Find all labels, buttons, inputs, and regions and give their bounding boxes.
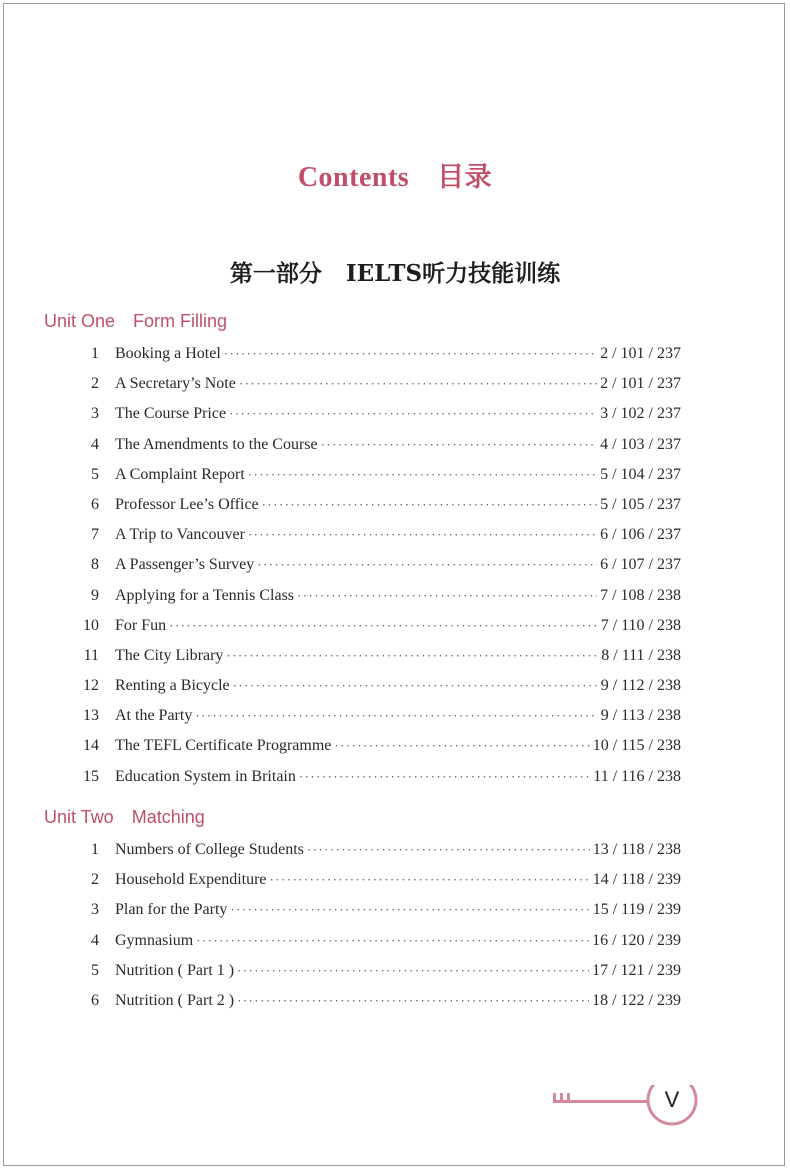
toc-entry-number: 5 [91, 961, 99, 979]
toc-entry-pages: 17 / 121 / 239 [592, 961, 681, 979]
toc-entry-title: Gymnasium [115, 931, 194, 949]
toc-entry-pages: 8 / 111 / 238 [601, 646, 681, 664]
toc-entry-title: Applying for a Tennis Class [115, 586, 295, 604]
page-title-en: Contents [297, 162, 410, 193]
toc-entry-number: 12 [83, 677, 99, 695]
toc-entry [75, 841, 681, 871]
toc-entry-title: Renting a Bicycle [115, 677, 230, 695]
toc-entry-pages: 7 / 108 / 238 [600, 586, 681, 604]
toc-list-unit-one [75, 345, 681, 798]
toc-dot-leader [321, 437, 597, 453]
toc-entry-pages: 15 / 119 / 239 [592, 901, 681, 919]
toc-entry-title: Education System in Britain [115, 767, 296, 785]
toc-entry-title: A Secretary’s Note [115, 375, 236, 393]
toc-entry-number: 5 [91, 465, 99, 483]
toc-dot-leader [248, 467, 597, 483]
page-title-cn: 目录 [437, 162, 493, 193]
toc-entry-pages: 14 / 118 / 239 [592, 871, 681, 889]
toc-entry-pages: 7 / 110 / 238 [600, 616, 681, 634]
toc-entry-number: 10 [83, 616, 99, 634]
toc-entry-number: 1 [91, 841, 99, 858]
toc-entry-title: A Passenger’s Survey [115, 556, 255, 574]
toc-entry [75, 466, 681, 496]
toc-entry-pages: 18 / 122 / 239 [592, 991, 681, 1009]
toc-entry-pages: 9 / 112 / 238 [600, 677, 681, 695]
toc-entry-pages: 6 / 106 / 237 [600, 526, 681, 544]
toc-entry [75, 405, 681, 435]
toc-entry [75, 871, 681, 901]
toc-entry [75, 992, 681, 1022]
toc-list-unit-two [75, 841, 681, 1022]
toc-entry [75, 345, 681, 375]
toc-entry-pages: 9 / 113 / 238 [600, 707, 681, 725]
toc-entry-pages: 5 / 105 / 237 [600, 495, 681, 513]
toc-entry-title: A Trip to Vancouver [115, 526, 245, 544]
toc-dot-leader [230, 902, 589, 918]
page-number: V [664, 1087, 680, 1112]
toc-entry-number: 2 [91, 375, 99, 393]
toc-entry-title: The TEFL Certificate Programme [115, 737, 332, 755]
toc-entry-number: 11 [83, 646, 99, 664]
toc-dot-leader [233, 678, 598, 694]
toc-entry [75, 556, 681, 586]
toc-entry [75, 962, 681, 992]
toc-entry [75, 496, 681, 526]
toc-entry-pages: 11 / 116 / 238 [593, 767, 681, 785]
toc-entry-title: Household Expenditure [115, 871, 267, 889]
toc-entry-title: The City Library [115, 646, 224, 664]
toc-entry-title: The Amendments to the Course [115, 435, 318, 453]
toc-dot-leader [226, 648, 598, 664]
toc-entry-number: 4 [91, 435, 99, 453]
toc-entry [75, 647, 681, 677]
toc-entry-number: 7 [91, 526, 99, 544]
toc-entry-number: 2 [91, 871, 99, 889]
unit-heading-one [44, 311, 227, 332]
unit-name: Unit One [44, 311, 116, 331]
unit-heading-two [44, 807, 205, 828]
toc-entry-number: 6 [91, 991, 99, 1009]
toc-dot-leader [169, 618, 598, 634]
toc-entry-number: 14 [83, 737, 99, 755]
toc-entry [75, 707, 681, 737]
toc-dot-leader [307, 842, 590, 858]
toc-dot-leader [237, 963, 589, 979]
toc-entry [75, 375, 681, 405]
toc-entry [75, 677, 681, 707]
page-title [0, 155, 790, 194]
toc-dot-leader [239, 376, 597, 392]
toc-entry-pages: 4 / 103 / 237 [600, 435, 681, 453]
toc-entry-pages: 2 / 101 / 237 [600, 345, 681, 362]
toc-entry-number: 3 [91, 901, 99, 919]
toc-entry-number: 6 [91, 495, 99, 513]
unit-topic: Form Filling [133, 311, 228, 331]
toc-entry-title: For Fun [115, 616, 167, 634]
toc-entry-title: Plan for the Party [115, 901, 228, 919]
toc-entry-title: The Course Price [115, 405, 227, 423]
toc-entry [75, 768, 681, 798]
toc-dot-leader [334, 738, 589, 754]
toc-entry-number: 1 [91, 345, 99, 362]
toc-dot-leader [262, 497, 597, 513]
toc-entry [75, 901, 681, 931]
toc-entry-number: 8 [91, 556, 99, 574]
toc-entry-pages: 16 / 120 / 239 [592, 931, 681, 949]
toc-entry [75, 587, 681, 617]
toc-dot-leader [248, 527, 597, 543]
toc-entry [75, 436, 681, 466]
toc-entry-number: 4 [91, 931, 99, 949]
toc-entry [75, 737, 681, 767]
toc-dot-leader [237, 993, 589, 1009]
toc-entry-pages: 3 / 102 / 237 [600, 405, 681, 423]
toc-entry-number: 9 [91, 586, 99, 604]
toc-entry-title: A Complaint Report [115, 465, 245, 483]
toc-entry-title: Nutrition ( Part 1 ) [115, 961, 235, 979]
toc-dot-leader [196, 933, 589, 949]
toc-entry-title: Nutrition ( Part 2 ) [115, 991, 235, 1009]
toc-entry-pages: 6 / 107 / 237 [600, 556, 681, 574]
toc-dot-leader [195, 708, 597, 724]
toc-entry [75, 932, 681, 962]
unit-topic: Matching [131, 807, 205, 827]
toc-entry-number: 3 [91, 405, 99, 423]
part-title: IELTS听力技能训练 [345, 260, 561, 287]
toc-entry-pages: 5 / 104 / 237 [600, 465, 681, 483]
part-heading [0, 255, 790, 288]
toc-entry-title: At the Party [115, 707, 193, 725]
unit-name: Unit Two [44, 807, 114, 827]
toc-dot-leader [270, 872, 590, 888]
toc-entry-title: Numbers of College Students [115, 841, 304, 858]
toc-dot-leader [299, 769, 590, 785]
toc-entry-number: 15 [83, 767, 99, 785]
toc-entry-title: Professor Lee’s Office [115, 495, 259, 513]
toc-entry-number: 13 [83, 707, 99, 725]
toc-entry [75, 526, 681, 556]
toc-dot-leader [257, 557, 597, 573]
toc-dot-leader [297, 588, 597, 604]
toc-entry-title: Booking a Hotel [115, 345, 221, 362]
toc-entry-pages: 2 / 101 / 237 [600, 375, 681, 393]
toc-entry-pages: 13 / 118 / 238 [592, 841, 681, 858]
toc-dot-leader [229, 406, 597, 422]
part-label: 第一部分 [229, 260, 322, 287]
toc-entry [75, 617, 681, 647]
toc-entry-pages: 10 / 115 / 238 [592, 737, 681, 755]
toc-dot-leader [224, 346, 597, 362]
